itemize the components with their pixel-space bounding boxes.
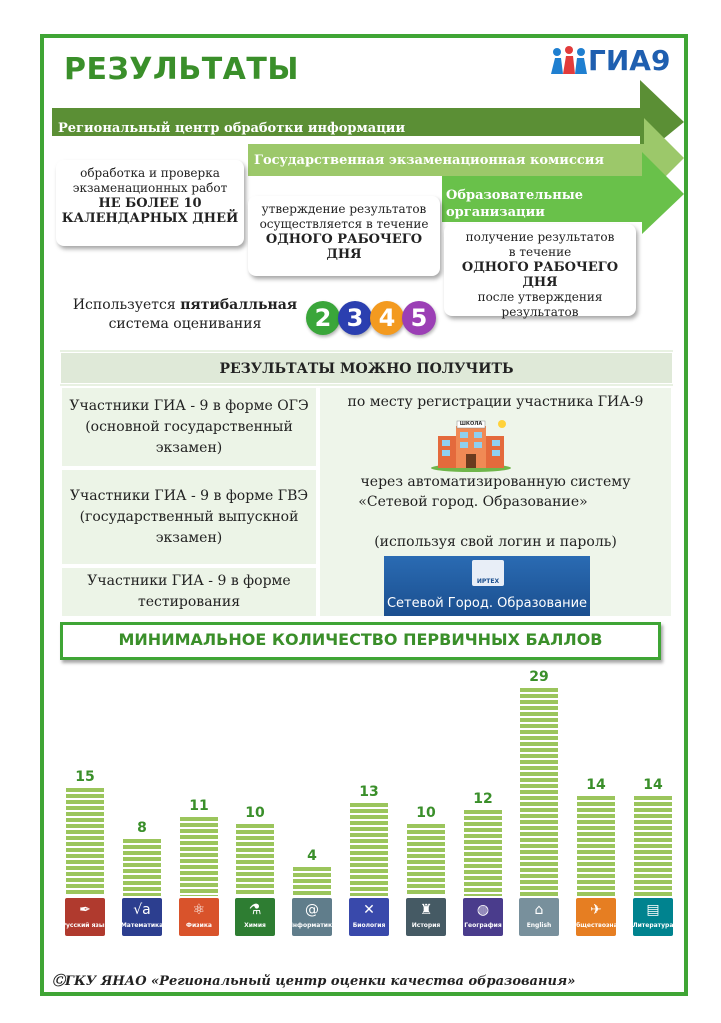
footer-credit: ⒸГКУ ЯНАО «Региональный центр оценки качества образования» xyxy=(52,974,576,989)
bar-0 xyxy=(66,788,104,896)
cell-testing xyxy=(60,566,318,618)
arrow2-label: Государственная экзаменационная комиссия xyxy=(254,153,605,168)
box-receipt xyxy=(444,224,636,319)
test-line1: Участники ГИА - 9 в форме xyxy=(87,573,291,589)
subject-label: English xyxy=(526,922,552,929)
box-processing xyxy=(56,160,244,246)
oge-line3: экзамен) xyxy=(155,439,223,456)
subject-label: Химия xyxy=(244,922,266,929)
oge-line2: (основной государственный xyxy=(85,418,293,435)
grade-circle-2: 2 xyxy=(306,301,340,335)
bar-5 xyxy=(350,803,388,896)
bar-2 xyxy=(180,817,218,896)
bar-value-label: 15 xyxy=(75,769,95,785)
arrow1-label-line2: Предметные комиссии xyxy=(58,139,234,154)
box3-bold: ОДНОГО РАБОЧЕГО ДНЯ xyxy=(461,260,619,290)
results-heading: РЕЗУЛЬТАТЫ МОЖНО ПОЛУЧИТЬ xyxy=(60,352,673,384)
school-sign: ШКОЛА xyxy=(459,421,483,427)
subject-label: Физика xyxy=(186,922,212,929)
cell-oge xyxy=(60,386,318,468)
box2-line1: утверждение результатов xyxy=(261,202,427,216)
cell-gve xyxy=(60,468,318,566)
right-line3: «Сетевой город. Образование» xyxy=(358,494,588,510)
bar-value-label: 14 xyxy=(586,777,606,793)
box1-bold2: КАЛЕНДАРНЫХ ДНЕЙ xyxy=(61,211,239,226)
subject-label: Обществознание xyxy=(571,922,631,929)
subject-label: История xyxy=(411,922,441,929)
page-title: РЕЗУЛЬТАТЫ xyxy=(64,52,299,87)
oge-line1: Участники ГИА - 9 в форме ОГЭ xyxy=(69,397,309,414)
box-approval xyxy=(248,196,440,276)
subject-icon: @ xyxy=(305,902,319,918)
subject-icon: ✈ xyxy=(590,902,602,918)
gve-line2: (государственный выпускной xyxy=(79,508,299,525)
box1-line1: обработка и проверка xyxy=(80,166,220,180)
right-line1: по месту регистрации участника ГИА-9 xyxy=(347,394,644,410)
bar-1 xyxy=(123,839,161,896)
subject-label: Биология xyxy=(352,922,386,929)
box2-line2: осуществляется в течение xyxy=(259,217,429,231)
subject-icon: ◍ xyxy=(476,902,490,918)
right-line4: (используя свой логин и пароль) xyxy=(374,534,617,550)
bar-value-label: 11 xyxy=(189,798,209,814)
subject-icon: ⚛ xyxy=(192,902,206,918)
subject-icon: ▤ xyxy=(646,902,660,918)
grade-circle-3: 3 xyxy=(338,301,372,335)
box3-line2: в течение xyxy=(508,245,572,259)
people-icon xyxy=(551,46,587,74)
test-line2: тестирования xyxy=(137,594,241,610)
bar-4 xyxy=(293,867,331,896)
bar-value-label: 13 xyxy=(359,784,379,800)
grade-circle-5: 5 xyxy=(402,301,436,335)
arrow3-label-line1: Образовательные xyxy=(446,188,584,203)
bar-value-label: 12 xyxy=(473,791,493,807)
gve-line3: экзамен) xyxy=(155,529,223,546)
arrow1-label-line1: Региональный центр обработки информации xyxy=(58,121,406,136)
bar-value-label: 29 xyxy=(529,669,549,685)
bar-value-label: 14 xyxy=(643,777,663,793)
gve-line1: Участники ГИА - 9 в форме ГВЭ xyxy=(69,487,309,504)
subject-label: География xyxy=(464,922,502,929)
subject-icon: √a xyxy=(133,902,151,918)
grade-circle-4: 4 xyxy=(370,301,404,335)
bar-7 xyxy=(464,810,502,896)
subject-label: Русский язык xyxy=(61,922,109,929)
box3-line3: после утверждения xyxy=(477,290,603,304)
min-scores-title: МИНИМАЛЬНОЕ КОЛИЧЕСТВО ПЕРВИЧНЫХ БАЛЛОВ xyxy=(118,630,603,649)
bar-value-label: 8 xyxy=(137,820,147,836)
bar-9 xyxy=(577,796,615,896)
bar-value-label: 10 xyxy=(416,805,436,821)
grading-before: Используется xyxy=(72,297,176,313)
setevoy-gorod-text: Сетевой Город. Образование xyxy=(386,596,588,611)
bar-value-label: 4 xyxy=(307,848,317,864)
arrow3-label-line2: организации xyxy=(446,205,545,220)
irtex-logo-text: ИРТЕХ xyxy=(476,578,500,585)
subject-icon: ✒ xyxy=(79,902,91,918)
subject-icon: ⚗ xyxy=(248,902,262,918)
subject-label: Информатика xyxy=(287,922,337,929)
bar-6 xyxy=(407,824,445,896)
grading-bold: пятибалльная xyxy=(180,297,298,313)
box1-bold1: НЕ БОЛЕЕ 10 xyxy=(98,196,202,211)
bar-3 xyxy=(236,824,274,896)
box2-bold: ОДНОГО РАБОЧЕГО ДНЯ xyxy=(265,232,423,262)
grading-text xyxy=(70,296,300,334)
subject-label: Математика xyxy=(120,922,164,929)
subject-label: Литература xyxy=(632,922,674,929)
grading-after: система оценивания xyxy=(108,316,262,332)
box3-line4: результатов xyxy=(501,305,579,319)
bar-value-label: 10 xyxy=(245,805,265,821)
subject-icon: ✕ xyxy=(363,902,375,918)
bar-10 xyxy=(634,796,672,896)
subject-icon: ♜ xyxy=(419,902,433,918)
logo-text: ГИА9 xyxy=(588,44,671,77)
box1-line2: экзаменационных работ xyxy=(72,181,228,195)
right-line2: через автоматизированную систему xyxy=(360,474,631,490)
subject-icon: ⌂ xyxy=(534,902,544,918)
box3-line1: получение результатов xyxy=(465,230,615,244)
bar-8 xyxy=(520,688,558,896)
